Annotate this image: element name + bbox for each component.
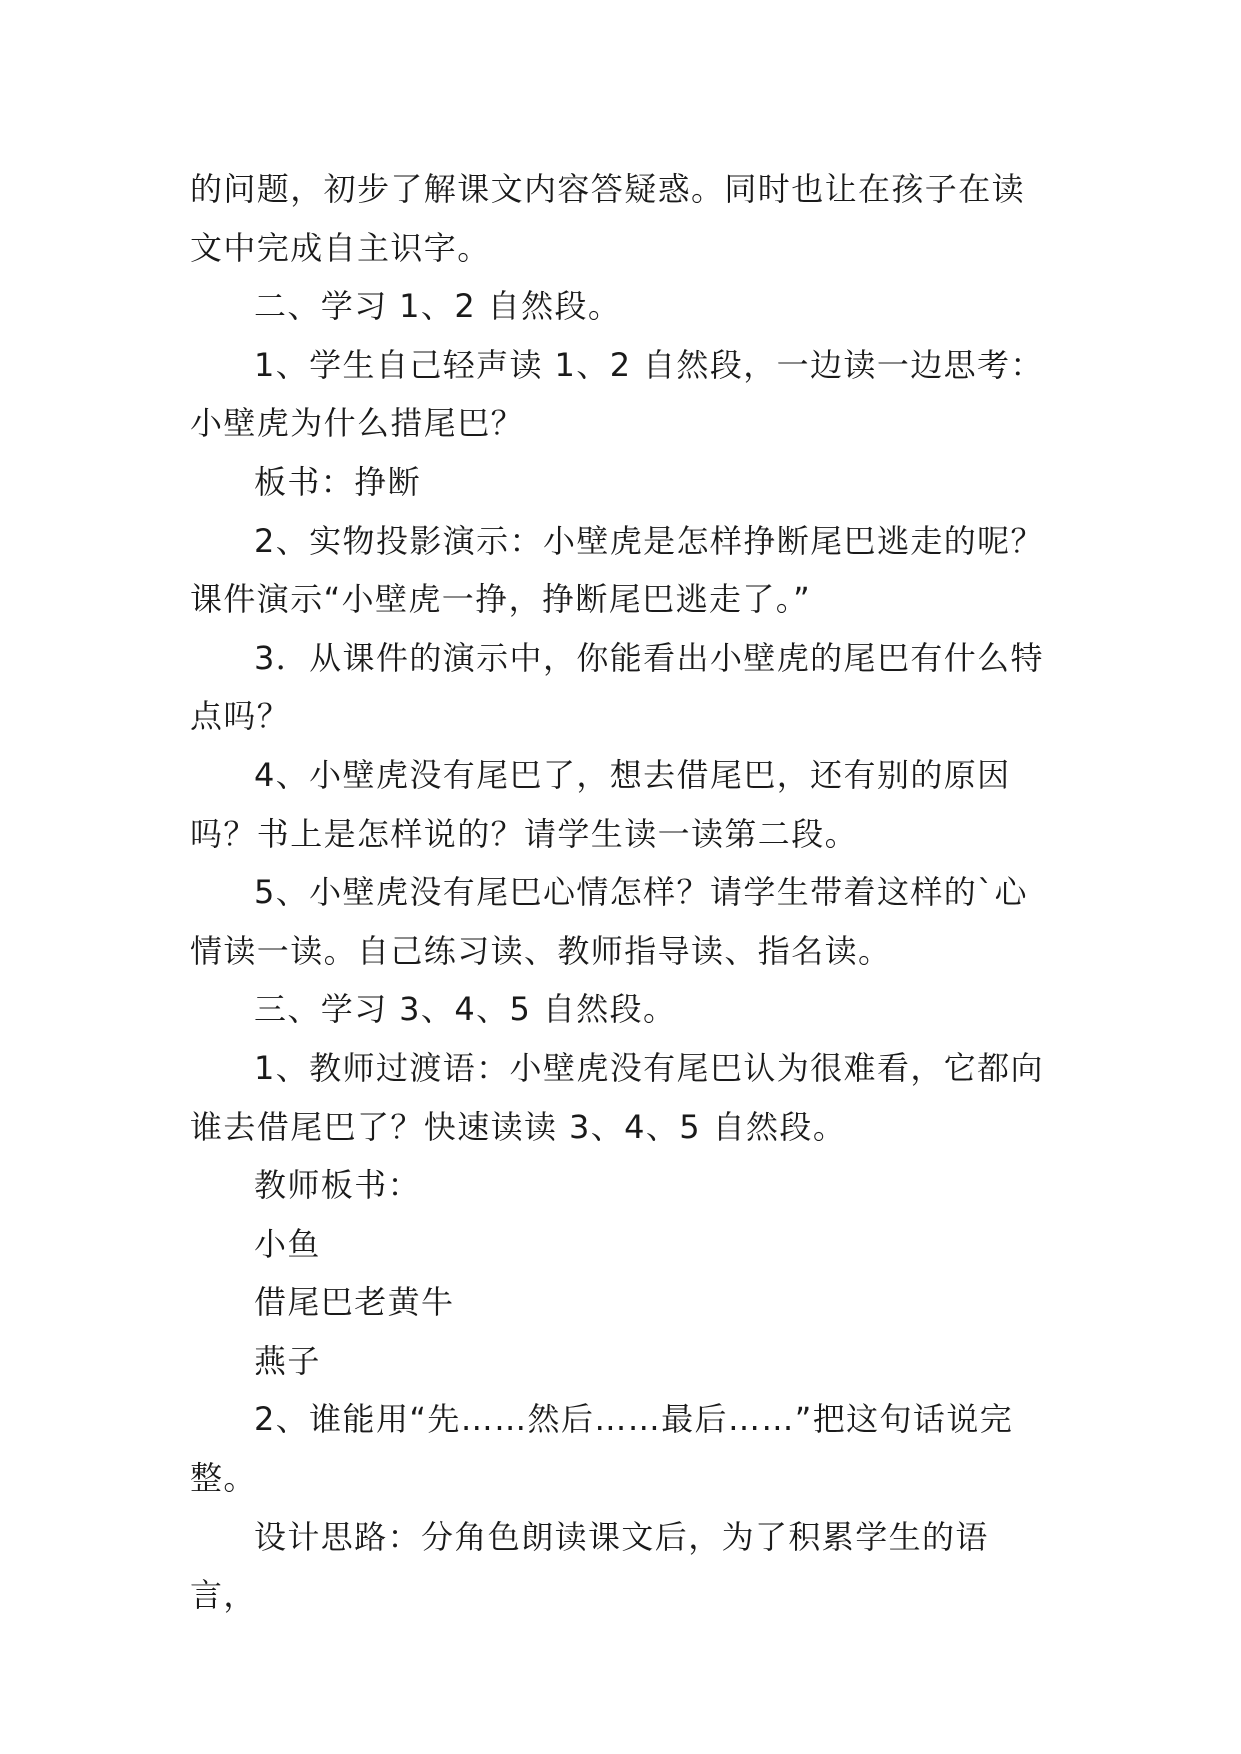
paragraph-5: 2、实物投影演示：小壁虎是怎样挣断尾巴逃走的呢？课件演示“小壁虎一挣，挣断尾巴逃走了。” xyxy=(190,521,1044,619)
section-heading-2: 二、学习 1、2 自然段。 xyxy=(254,287,622,326)
paragraph-16: 设计思路：分角色朗读课文后，为了积累学生的语言， xyxy=(190,1517,989,1615)
paragraph-8: 5、小壁虎没有尾巴心情怎样？请学生带着这样的`心情读一读。自己练习读、教师指导读、指名读。 xyxy=(190,873,1028,970)
board-item-3: 燕子 xyxy=(254,1341,321,1380)
board-item-2: 借尾巴老黄牛 xyxy=(254,1283,455,1322)
paragraph-1: 的问题，初步了解课文内容答疑惑。同时也让在孩子在读文中完成自主识字。 xyxy=(190,170,1026,267)
section-heading-3: 三、学习 3、4、5 自然段。 xyxy=(254,990,677,1029)
document-body xyxy=(190,160,1055,1625)
board-note-1: 板书：挣断 xyxy=(254,462,422,501)
paragraph-15: 2、谁能用“先……然后……最后……”把这句话说完整。 xyxy=(190,1400,1014,1498)
paragraph-10: 1、教师过渡语：小壁虎没有尾巴认为很难看，它都向谁去借尾巴了？快速读读 3、4、5 自然段。 xyxy=(190,1048,1044,1146)
paragraph-6: 3．从课件的演示中，你能看出小壁虎的尾巴有什么特点吗？ xyxy=(190,638,1044,736)
paragraph-3: 1、学生自己轻声读 1、2 自然段，一边读一边思考：小壁虎为什么措尾巴？ xyxy=(190,345,1044,443)
board-item-1: 小鱼 xyxy=(254,1224,321,1263)
paragraph-7: 4、小壁虎没有尾巴了，想去借尾巴，还有别的原因吗？书上是怎样说的？请学生读一读第二段。 xyxy=(190,755,1011,853)
board-note-2: 教师板书： xyxy=(254,1166,422,1205)
